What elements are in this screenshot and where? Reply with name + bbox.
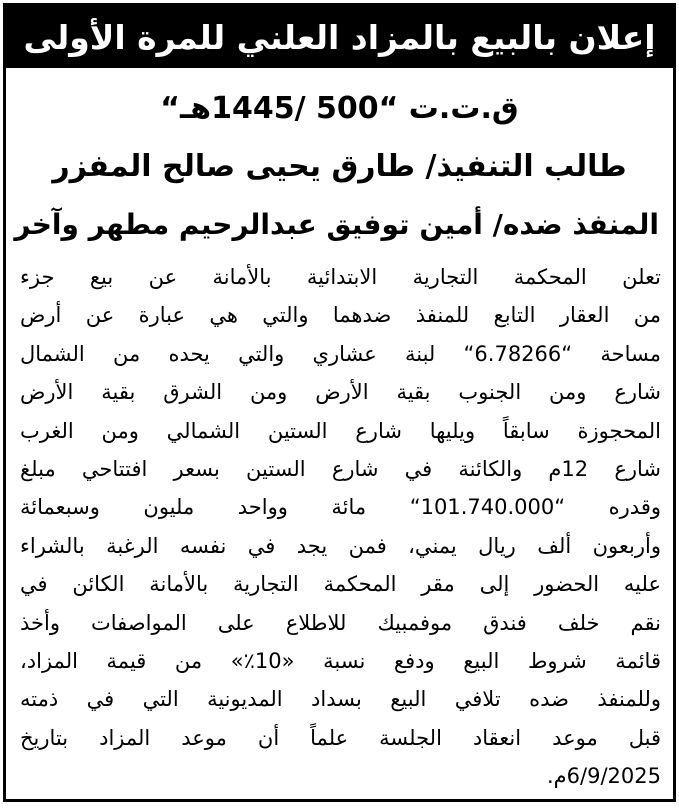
body-line-12: وللمنفذ ضده تلافي البيع بسداد المديونية التي في ذمته xyxy=(20,687,661,712)
body-line-3: مساحة “6.78266“ لبنة عشاري والتي يحده من الشمال xyxy=(20,341,661,366)
notice-body xyxy=(6,254,673,795)
body-line-6: شارع 12م والكائنة في شارع الستين بسعر افتتاحي مبلغ xyxy=(20,456,661,481)
body-line-2: من العقار التابع للمنفذ ضدهما والتي هي عبارة عن أرض xyxy=(20,303,661,328)
body-line-10: نقم خلف فندق موفمبيك للاطلاع على المواصفات وأخذ xyxy=(20,610,661,635)
auction-notice xyxy=(3,3,676,802)
body-line-8: وأربعون ألف ريال يمني، فمن يجد في نفسه الرغبة بالشراء xyxy=(20,533,661,558)
body-line-14: 6/9/2025م. xyxy=(546,764,661,789)
body-line-9: عليه الحضور إلى مقر المحكمة التجارية بالأمانة الكائن في xyxy=(20,572,661,597)
body-line-11: قائمة شروط البيع ودفع نسبة «10٪» من قيمة المزاد، xyxy=(20,648,661,673)
executed-against: المنفذ ضده/ أمين توفيق عبدالرحيم مطهر وآخر xyxy=(14,208,659,241)
body-line-7: وقدره “101.740.000“ مائة وواحد مليون وسبعمائة xyxy=(20,495,661,520)
body-line-13: قبل موعد انعقاد الجلسة علماً أن موعد المزاد بتاريخ xyxy=(20,725,661,750)
body-line-4: شارع ومن الجنوب بقية الأرض ومن الشرق بقية الأرض xyxy=(20,380,661,405)
notice-title: إعلان بالبيع بالمزاد العلني للمرة الأولى xyxy=(6,6,673,68)
body-line-1: تعلن المحكمة التجارية الابتدائية بالأمانة عن بيع جزء xyxy=(20,265,661,289)
body-line-5: المحجوزة سابقاً ويليها شارع الستين الشمالي ومن الغرب xyxy=(20,418,661,443)
case-number: ق.ت.ت “500 /1445هـ“ xyxy=(160,91,519,126)
notice-headlines xyxy=(6,68,673,254)
execution-applicant: طالب التنفيذ/ طارق يحيى صالح المفزر xyxy=(52,149,627,184)
